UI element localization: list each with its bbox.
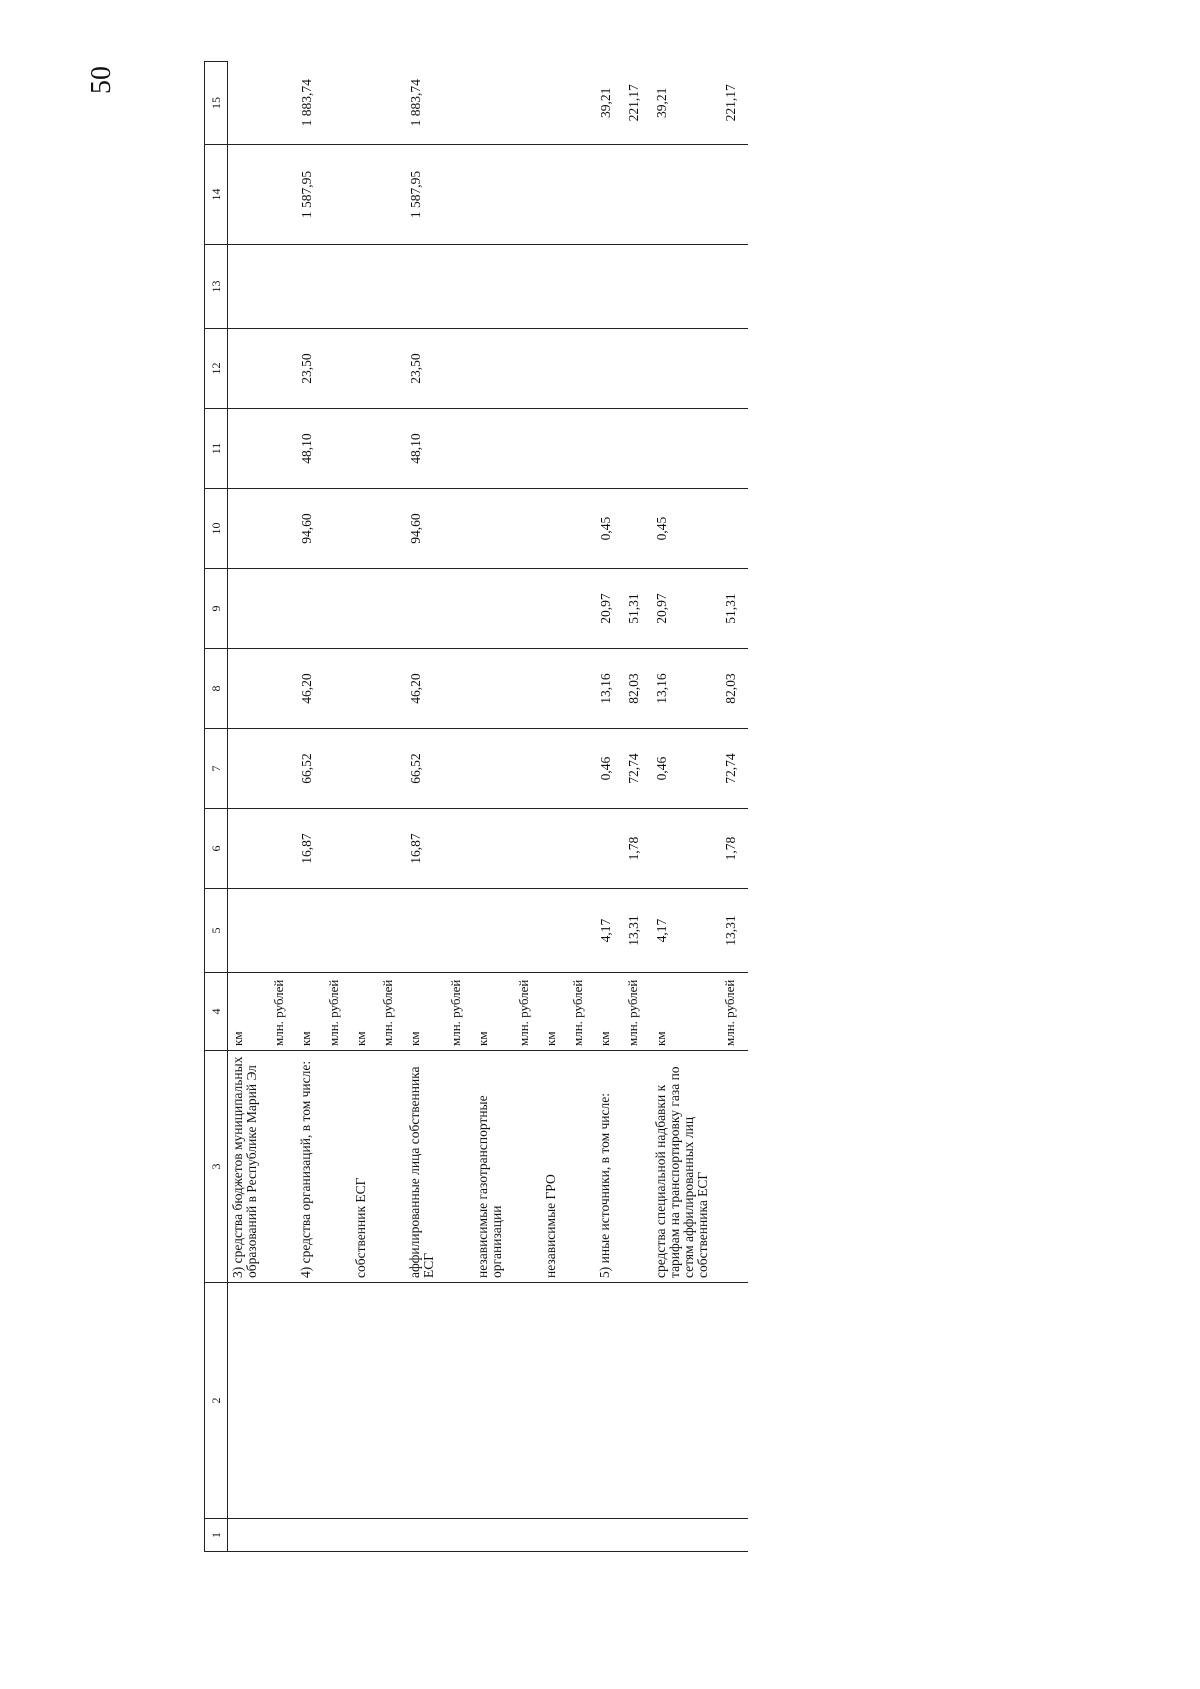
value-cell-col12 <box>351 329 378 409</box>
value-cell-col13 <box>269 245 296 329</box>
value-cell-col15: 221,17 <box>720 62 748 145</box>
column-header-9: 9 <box>205 569 228 649</box>
value-cell-col15 <box>378 62 405 145</box>
cell-col1 <box>514 1519 541 1552</box>
value-cell-col8: 82,03 <box>720 649 748 729</box>
value-cell-col12 <box>623 329 651 409</box>
value-cell-col7: 72,74 <box>720 729 748 809</box>
value-cell-col5: 13,31 <box>720 889 748 973</box>
value-cell-col13 <box>446 245 473 329</box>
value-cell-col12: 23,50 <box>296 329 324 409</box>
cell-col1 <box>351 1519 378 1552</box>
value-cell-col14 <box>541 145 568 245</box>
value-cell-col6 <box>378 809 405 889</box>
value-cell-col12 <box>568 329 595 409</box>
value-cell-col15 <box>473 62 514 145</box>
value-cell-col10 <box>324 489 351 569</box>
row-unit: млн. рублей <box>269 973 296 1051</box>
value-cell-col12 <box>228 329 270 409</box>
table-row-independent-gro-km <box>541 62 568 1552</box>
value-cell-col14: 1 587,95 <box>405 145 446 245</box>
value-cell-col8 <box>228 649 270 729</box>
value-cell-col11 <box>446 409 473 489</box>
value-cell-col11 <box>595 409 623 489</box>
value-cell-col9 <box>296 569 324 649</box>
cell-col1 <box>568 1519 595 1552</box>
value-cell-col6 <box>446 809 473 889</box>
row-unit: млн. рублей <box>720 973 748 1051</box>
row-unit: млн. рублей <box>623 973 651 1051</box>
value-cell-col7 <box>228 729 270 809</box>
value-cell-col10: 0,45 <box>595 489 623 569</box>
row-description <box>720 1051 748 1283</box>
row-description <box>568 1051 595 1283</box>
column-header-3: 3 <box>205 1051 228 1283</box>
cell-col2 <box>651 1283 720 1519</box>
value-cell-col9 <box>473 569 514 649</box>
cell-col1 <box>324 1519 351 1552</box>
value-cell-col8: 46,20 <box>296 649 324 729</box>
value-cell-col11 <box>651 409 720 489</box>
cell-col2 <box>378 1283 405 1519</box>
value-cell-col8 <box>378 649 405 729</box>
row-description: собственник ЕСГ <box>351 1051 378 1283</box>
table-row-owner-km <box>351 62 378 1552</box>
cell-col2 <box>473 1283 514 1519</box>
table-row-independent-gto-km <box>473 62 514 1552</box>
cell-col1 <box>446 1519 473 1552</box>
value-cell-col11 <box>541 409 568 489</box>
value-cell-col9 <box>269 569 296 649</box>
table-row-owner-rub <box>378 62 405 1552</box>
row-description: 4) средства организаций, в том числе: <box>296 1051 324 1283</box>
value-cell-col10 <box>228 489 270 569</box>
value-cell-col9 <box>324 569 351 649</box>
value-cell-col6 <box>595 809 623 889</box>
value-cell-col10 <box>720 489 748 569</box>
value-cell-col13 <box>473 245 514 329</box>
row-unit: км <box>651 973 720 1051</box>
row-unit: км <box>541 973 568 1051</box>
value-cell-col9: 20,97 <box>651 569 720 649</box>
value-cell-col13 <box>514 245 541 329</box>
value-cell-col8: 82,03 <box>623 649 651 729</box>
table-row-affiliated-km <box>405 62 446 1552</box>
cell-col2 <box>296 1283 324 1519</box>
value-cell-col13 <box>378 245 405 329</box>
table-row-independent-gro-rub <box>568 62 595 1552</box>
value-cell-col5: 4,17 <box>595 889 623 973</box>
value-cell-col6 <box>351 809 378 889</box>
value-cell-col10 <box>514 489 541 569</box>
value-cell-col6 <box>568 809 595 889</box>
column-header-2: 2 <box>205 1283 228 1519</box>
value-cell-col12 <box>595 329 623 409</box>
value-cell-col5 <box>324 889 351 973</box>
value-cell-col9: 51,31 <box>720 569 748 649</box>
table-row-affiliated-rub <box>446 62 473 1552</box>
page-number: 50 <box>86 66 117 94</box>
value-cell-col6 <box>541 809 568 889</box>
value-cell-col15: 1 883,74 <box>405 62 446 145</box>
value-cell-col7 <box>351 729 378 809</box>
value-cell-col12 <box>473 329 514 409</box>
value-cell-col12: 23,50 <box>405 329 446 409</box>
cell-col2 <box>269 1283 296 1519</box>
cell-col2 <box>446 1283 473 1519</box>
row-unit: км <box>228 973 270 1051</box>
value-cell-col10 <box>446 489 473 569</box>
table-row-independent-gto-rub <box>514 62 541 1552</box>
value-cell-col11 <box>228 409 270 489</box>
value-cell-col8 <box>269 649 296 729</box>
value-cell-col5 <box>269 889 296 973</box>
value-cell-col15 <box>324 62 351 145</box>
value-cell-col14 <box>269 145 296 245</box>
table-row-other-km <box>595 62 623 1552</box>
cell-col1 <box>269 1519 296 1552</box>
row-description: 3) средства бюджетов муниципальных образований в Республике Марий Эл <box>228 1051 270 1283</box>
column-header-1: 1 <box>205 1519 228 1552</box>
value-cell-col11 <box>351 409 378 489</box>
value-cell-col7 <box>269 729 296 809</box>
value-cell-col15: 39,21 <box>651 62 720 145</box>
row-description <box>378 1051 405 1283</box>
value-cell-col5 <box>351 889 378 973</box>
value-cell-col5 <box>296 889 324 973</box>
row-description: независимые газотранспортные организации <box>473 1051 514 1283</box>
value-cell-col10 <box>351 489 378 569</box>
cell-col1 <box>473 1519 514 1552</box>
cell-col2 <box>324 1283 351 1519</box>
value-cell-col11 <box>269 409 296 489</box>
cell-col1 <box>720 1519 748 1552</box>
row-description <box>446 1051 473 1283</box>
value-cell-col14 <box>568 145 595 245</box>
value-cell-col8 <box>324 649 351 729</box>
value-cell-col11 <box>514 409 541 489</box>
value-cell-col10 <box>541 489 568 569</box>
value-cell-col9: 51,31 <box>623 569 651 649</box>
value-cell-col14 <box>324 145 351 245</box>
value-cell-col9 <box>446 569 473 649</box>
column-header-7: 7 <box>205 729 228 809</box>
value-cell-col15 <box>269 62 296 145</box>
value-cell-col13 <box>324 245 351 329</box>
value-cell-col14 <box>623 145 651 245</box>
value-cell-col5 <box>378 889 405 973</box>
value-cell-col12 <box>514 329 541 409</box>
row-description: независимые ГРО <box>541 1051 568 1283</box>
value-cell-col7 <box>378 729 405 809</box>
row-unit: млн. рублей <box>324 973 351 1051</box>
row-description: средства специальной надбавки к тарифам на транспортировку газа по сетям аффилированных лиц собственника ЕСГ <box>651 1051 720 1283</box>
data-table <box>204 61 748 1552</box>
value-cell-col12 <box>324 329 351 409</box>
value-cell-col14 <box>446 145 473 245</box>
row-description: 5) иные источники, в том числе: <box>595 1051 623 1283</box>
value-cell-col15: 39,21 <box>595 62 623 145</box>
column-number-row <box>205 62 228 1552</box>
value-cell-col7: 0,46 <box>651 729 720 809</box>
value-cell-col12 <box>446 329 473 409</box>
value-cell-col10: 0,45 <box>651 489 720 569</box>
value-cell-col13 <box>228 245 270 329</box>
column-header-11: 11 <box>205 409 228 489</box>
value-cell-col8 <box>351 649 378 729</box>
value-cell-col6: 1,78 <box>720 809 748 889</box>
column-header-13: 13 <box>205 245 228 329</box>
table-row-surcharge-rub <box>720 62 748 1552</box>
cell-col2 <box>720 1283 748 1519</box>
value-cell-col5 <box>446 889 473 973</box>
value-cell-col15: 221,17 <box>623 62 651 145</box>
value-cell-col8 <box>446 649 473 729</box>
value-cell-col8 <box>541 649 568 729</box>
value-cell-col7: 66,52 <box>405 729 446 809</box>
row-description: аффилированные лица собственника ЕСГ <box>405 1051 446 1283</box>
value-cell-col9 <box>568 569 595 649</box>
value-cell-col13 <box>651 245 720 329</box>
row-unit: км <box>595 973 623 1051</box>
cell-col1 <box>296 1519 324 1552</box>
value-cell-col6: 16,87 <box>405 809 446 889</box>
value-cell-col14 <box>378 145 405 245</box>
value-cell-col5 <box>568 889 595 973</box>
value-cell-col7 <box>446 729 473 809</box>
value-cell-col7: 66,52 <box>296 729 324 809</box>
value-cell-col14 <box>720 145 748 245</box>
value-cell-col5 <box>228 889 270 973</box>
value-cell-col11: 48,10 <box>405 409 446 489</box>
value-cell-col15: 1 883,74 <box>296 62 324 145</box>
value-cell-col9 <box>378 569 405 649</box>
cell-col1 <box>378 1519 405 1552</box>
value-cell-col7: 72,74 <box>623 729 651 809</box>
value-cell-col6 <box>269 809 296 889</box>
value-cell-col8 <box>514 649 541 729</box>
cell-col1 <box>623 1519 651 1552</box>
value-cell-col11 <box>623 409 651 489</box>
rotated-table-sheet <box>204 62 1200 1552</box>
value-cell-col15 <box>228 62 270 145</box>
value-cell-col6 <box>651 809 720 889</box>
cell-col2 <box>623 1283 651 1519</box>
cell-col2 <box>405 1283 446 1519</box>
value-cell-col8: 13,16 <box>651 649 720 729</box>
value-cell-col13 <box>595 245 623 329</box>
value-cell-col5 <box>473 889 514 973</box>
value-cell-col5 <box>541 889 568 973</box>
value-cell-col10 <box>473 489 514 569</box>
column-header-5: 5 <box>205 889 228 973</box>
value-cell-col11 <box>568 409 595 489</box>
value-cell-col6 <box>514 809 541 889</box>
value-cell-col12 <box>541 329 568 409</box>
value-cell-col15 <box>351 62 378 145</box>
row-description <box>514 1051 541 1283</box>
row-description <box>324 1051 351 1283</box>
cell-col1 <box>541 1519 568 1552</box>
value-cell-col13 <box>351 245 378 329</box>
value-cell-col12 <box>651 329 720 409</box>
table-row-other-rub <box>623 62 651 1552</box>
value-cell-col10 <box>623 489 651 569</box>
row-unit: км <box>296 973 324 1051</box>
value-cell-col9 <box>351 569 378 649</box>
value-cell-col11 <box>473 409 514 489</box>
row-unit: млн. рублей <box>568 973 595 1051</box>
value-cell-col11 <box>378 409 405 489</box>
value-cell-col10 <box>269 489 296 569</box>
value-cell-col11: 48,10 <box>296 409 324 489</box>
value-cell-col5: 4,17 <box>651 889 720 973</box>
column-header-14: 14 <box>205 145 228 245</box>
value-cell-col12 <box>720 329 748 409</box>
value-cell-col8: 13,16 <box>595 649 623 729</box>
row-unit: км <box>405 973 446 1051</box>
value-cell-col13 <box>405 245 446 329</box>
cell-col2 <box>351 1283 378 1519</box>
table-row-orgs-km <box>296 62 324 1552</box>
value-cell-col5 <box>514 889 541 973</box>
value-cell-col10 <box>568 489 595 569</box>
value-cell-col9 <box>228 569 270 649</box>
value-cell-col10: 94,60 <box>405 489 446 569</box>
value-cell-col10: 94,60 <box>296 489 324 569</box>
value-cell-col14 <box>351 145 378 245</box>
value-cell-col14 <box>595 145 623 245</box>
value-cell-col13 <box>296 245 324 329</box>
value-cell-col7 <box>568 729 595 809</box>
column-header-8: 8 <box>205 649 228 729</box>
value-cell-col12 <box>378 329 405 409</box>
value-cell-col8: 46,20 <box>405 649 446 729</box>
value-cell-col6 <box>473 809 514 889</box>
value-cell-col6 <box>324 809 351 889</box>
row-unit: млн. рублей <box>378 973 405 1051</box>
table-row-surcharge-km <box>651 62 720 1552</box>
value-cell-col8 <box>473 649 514 729</box>
value-cell-col14: 1 587,95 <box>296 145 324 245</box>
value-cell-col13 <box>720 245 748 329</box>
cell-col1 <box>228 1519 270 1552</box>
value-cell-col6: 16,87 <box>296 809 324 889</box>
cell-col2 <box>568 1283 595 1519</box>
value-cell-col14 <box>651 145 720 245</box>
value-cell-col7 <box>541 729 568 809</box>
cell-col1 <box>651 1519 720 1552</box>
cell-col2 <box>228 1283 270 1519</box>
cell-col2 <box>541 1283 568 1519</box>
value-cell-col5 <box>405 889 446 973</box>
value-cell-col6: 1,78 <box>623 809 651 889</box>
row-unit: км <box>473 973 514 1051</box>
value-cell-col11 <box>720 409 748 489</box>
table-row-municipal-rub <box>269 62 296 1552</box>
value-cell-col6 <box>228 809 270 889</box>
row-unit: млн. рублей <box>514 973 541 1051</box>
row-unit: км <box>351 973 378 1051</box>
value-cell-col8 <box>568 649 595 729</box>
value-cell-col7 <box>324 729 351 809</box>
value-cell-col14 <box>473 145 514 245</box>
value-cell-col13 <box>623 245 651 329</box>
column-header-4: 4 <box>205 973 228 1051</box>
column-header-15: 15 <box>205 62 228 145</box>
value-cell-col10 <box>378 489 405 569</box>
row-description <box>623 1051 651 1283</box>
value-cell-col13 <box>541 245 568 329</box>
value-cell-col9: 20,97 <box>595 569 623 649</box>
value-cell-col15 <box>541 62 568 145</box>
value-cell-col14 <box>514 145 541 245</box>
value-cell-col7 <box>473 729 514 809</box>
table-body <box>228 62 749 1552</box>
row-description <box>269 1051 296 1283</box>
cell-col2 <box>514 1283 541 1519</box>
row-unit: млн. рублей <box>446 973 473 1051</box>
value-cell-col14 <box>228 145 270 245</box>
value-cell-col13 <box>568 245 595 329</box>
value-cell-col7 <box>514 729 541 809</box>
column-header-10: 10 <box>205 489 228 569</box>
cell-col1 <box>595 1519 623 1552</box>
value-cell-col12 <box>269 329 296 409</box>
value-cell-col15 <box>568 62 595 145</box>
table-row-orgs-rub <box>324 62 351 1552</box>
cell-col2 <box>595 1283 623 1519</box>
value-cell-col9 <box>405 569 446 649</box>
value-cell-col15 <box>446 62 473 145</box>
value-cell-col15 <box>514 62 541 145</box>
value-cell-col9 <box>541 569 568 649</box>
value-cell-col7: 0,46 <box>595 729 623 809</box>
value-cell-col5: 13,31 <box>623 889 651 973</box>
column-header-6: 6 <box>205 809 228 889</box>
column-header-12: 12 <box>205 329 228 409</box>
table-row-municipal-km <box>228 62 270 1552</box>
cell-col1 <box>405 1519 446 1552</box>
value-cell-col11 <box>324 409 351 489</box>
value-cell-col9 <box>514 569 541 649</box>
